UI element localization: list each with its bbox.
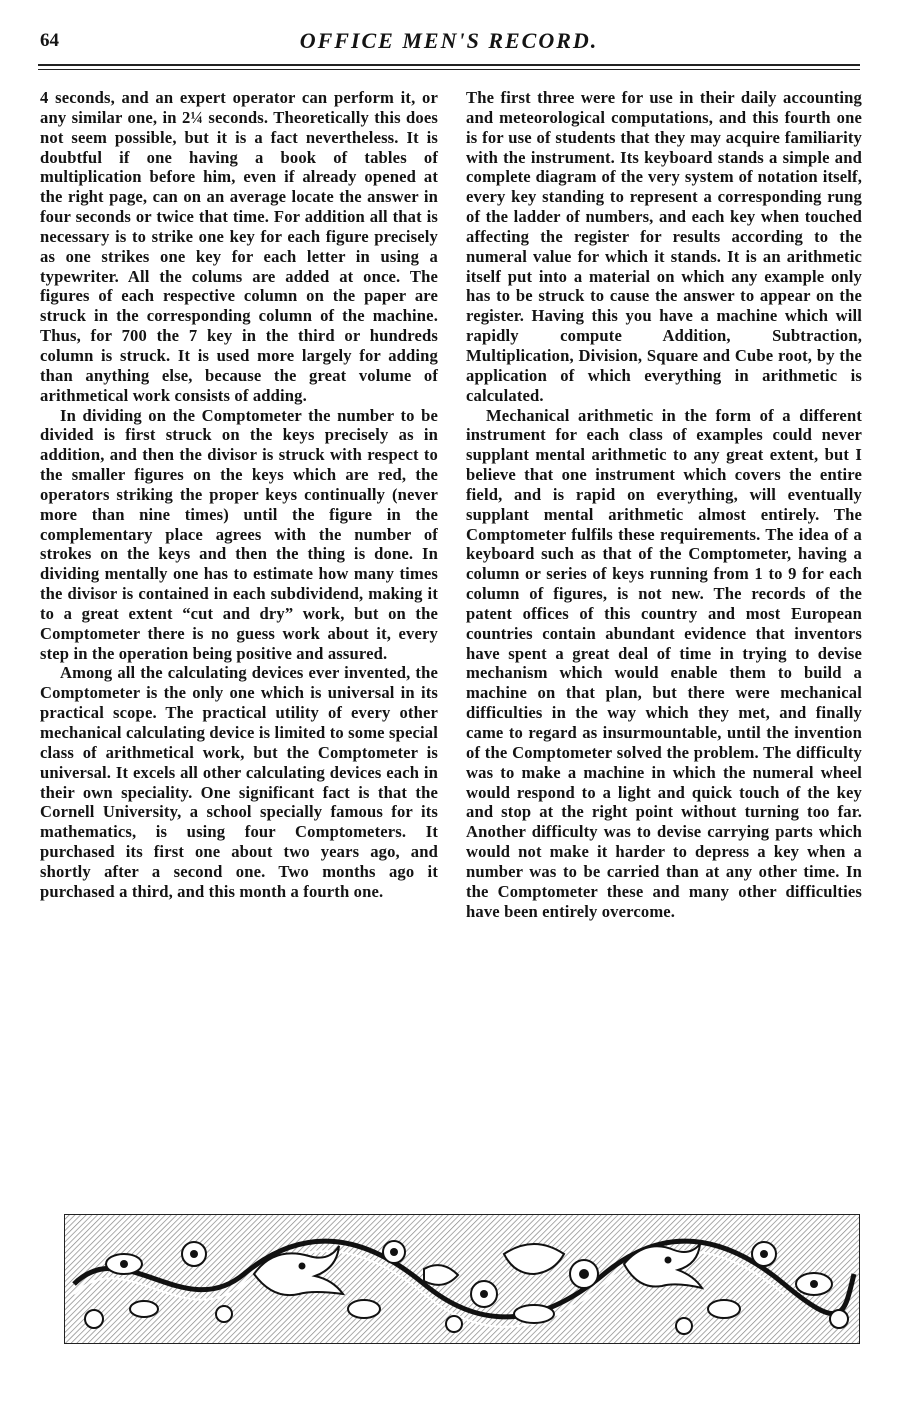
paragraph: The first three were for use in their daily accounting and meteorological computations, and this fourth one is for use of students that they may acquire familiarity with the instrument. Its keyboard stands a simple and complete diagram of the very system of notation itself, every key standing to represent a corresponding rung of the ladder of numbers, and each key when touched affecting the register for results according to the numeral value for which it stands. It is an arithmetic itself put into a material on which any example only has to be struck to cause the answer to appear on the register. Having this you have a machine which will rapidly compute Addition, Subtraction, Multiplication, Division, Square and Cube root, by the application of which everything in arithmetic is calculated.: [466, 88, 862, 405]
paragraph: In dividing on the Comptometer the number to be divided is first struck on the keys precisely as in addition, and then the divisor is struck with respect to the smaller figures on the keys which are red, the operators striking the proper keys continually (never more than nine times) until the figure in the complementary place agrees with the number of strokes on the keys and then the thing is done. In dividing mentally one has to estimate how many times the divisor is contained in each subdividend, making it to a great extent “cut and dry” work, but on the Comptometer there is no guess work about it, every step in the operation being positive and assured.: [40, 405, 438, 663]
journal-title: OFFICE MEN'S RECORD.: [299, 28, 599, 53]
header-rule-thin: [38, 69, 860, 70]
running-head: [40, 26, 858, 60]
page-number: 64: [40, 30, 59, 51]
paragraph: Among all the calculating devices ever invented, the Comptometer is the only one which is universal in its practical scope. The practical utility of every other mechanical calculating device is limited to some special class of arithmetical work, but the Comptometer is universal. It excels all other calculating devices each in their own speciality. One significant fact is that the Cornell University, a school specially famous for its mathematics, is using four Comptometers. It purchased its first one about two years ago, and shortly after a second one. Two months ago it purchased a third, and this month a fourth one.: [40, 663, 438, 901]
right-column: [466, 88, 862, 921]
header-rule-thick: [38, 64, 860, 66]
paragraph: 4 seconds, and an expert operator can perform it, or any similar one, in 2¼ seconds. Theoretically this does not seem possible, but it is a fact nevertheless. It is doubtful if one having a book of tables of multiplication before him, even if already opened at the right page, can on an average locate the answer in four seconds or twice that time. For addition all that is necessary is to strike one key for each figure precisely as one strikes one key for each letter in using a typewriter. All the colums are added at once. The figures of each respective column on the paper are struck in the corresponding column of the machine. Thus, for 700 the 7 key in the third or hundreds column is struck. It is used more largely for adding than anything else, because the great volume of arithmetical work consists of adding.: [40, 88, 438, 405]
floral-birds-ornament-icon: [64, 1214, 860, 1344]
paragraph: Mechanical arithmetic in the form of a different instrument for each class of examples could never supplant mental arithmetic to any great extent, but I believe that one instrument which covers the entire field, and is rapid on everything, will eventually supplant mental arithmetic almost entirely. The Comptometer fulfils these requirements. The idea of a keyboard such as that of the Comptometer, having a column or series of keys running from 1 to 9 for each column of figures, is not new. The records of the patent offices of this country and most European countries contain abundant evidence that inventors have spent a great deal of time in trying to devise mechanism which would enable them to build a machine on that plan, but there were mechanical difficulties in the way which they met, and finally came to regard as insurmountable, until the invention of the Comptometer solved the problem. The difficulty was to make a machine in which the numeral wheel would respond to a light and quick touch of the key and stop at the right point without turning too far. Another difficulty was to devise carrying parts which would not make it harder to depress a key when a number was to be carried than at any other time. In the Comptometer these and many other difficulties have been entirely overcome.: [466, 405, 862, 921]
left-column: [40, 88, 438, 902]
